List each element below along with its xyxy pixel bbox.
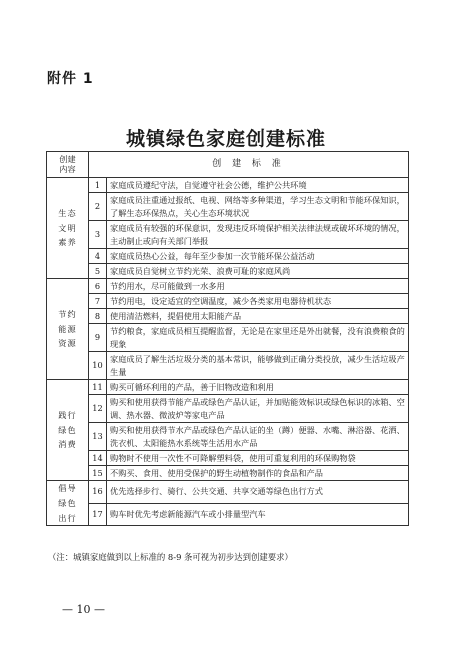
row-number: 5 (89, 264, 107, 279)
row-number: 11 (89, 380, 107, 395)
category-cell: 节约 能源 资源 (47, 279, 89, 380)
row-number: 10 (89, 352, 107, 380)
row-number: 3 (89, 221, 107, 249)
standard-text: 家庭成员注重通过报纸、电视、网络等多种渠道，学习生态文明和节能环保知识，了解生态环保热点，关心生态环境状况 (107, 193, 409, 221)
table-row (47, 481, 409, 504)
table-row (47, 466, 409, 481)
table-row (47, 249, 409, 264)
standard-text: 家庭成员自觉树立节约光荣、浪费可耻的家庭风尚 (107, 264, 409, 279)
table-row (47, 395, 409, 423)
standard-text: 购买可循环利用的产品，善于旧物改造和利用 (107, 380, 409, 395)
category-cell: 倡导 绿色 出行 (47, 481, 89, 526)
page-number: — 10 — (62, 603, 105, 616)
row-number: 9 (89, 324, 107, 352)
standard-text: 购买和使用获得节水产品或绿色产品认证的坐（蹲）便器、水嘴、淋浴器、花洒、洗衣机、太阳能热水系统等生活用水产品 (107, 423, 409, 451)
standard-text: 购买和使用获得节能产品或绿色产品认证，并加贴能效标识或绿色标识的冰箱、空调、热水器、微波炉等家电产品 (107, 395, 409, 423)
row-number: 1 (89, 178, 107, 193)
table-row (47, 352, 409, 380)
header-standard: 创 建 标 准 (89, 152, 409, 178)
row-number: 12 (89, 395, 107, 423)
row-number: 15 (89, 466, 107, 481)
standard-text: 不购买、食用、使用受保护的野生动植物制作的食品和产品 (107, 466, 409, 481)
row-number: 13 (89, 423, 107, 451)
standard-text: 家庭成员热心公益，每年至少参加一次节能环保公益活动 (107, 249, 409, 264)
table-row (47, 309, 409, 324)
row-number: 14 (89, 451, 107, 466)
table-row (47, 324, 409, 352)
standard-text: 家庭成员遵纪守法，自觉遵守社会公德，维护公共环境 (107, 178, 409, 193)
standard-text: 节约用电，设定适宜的空调温度，减少各类家用电器待机状态 (107, 294, 409, 309)
table-row (47, 193, 409, 221)
standard-text: 购物时不使用一次性不可降解塑料袋，使用可重复利用的环保购物袋 (107, 451, 409, 466)
page-title: 城镇绿色家庭创建标准 (125, 128, 326, 150)
footnote: （注：城镇家庭做到以上标准的 8-9 条可视为初步达到创建要求） (48, 552, 293, 562)
standard-text: 节约用水，尽可能做到一水多用 (107, 279, 409, 294)
category-cell: 践行 绿色 消费 (47, 380, 89, 481)
row-number: 8 (89, 309, 107, 324)
row-number: 6 (89, 279, 107, 294)
table-row (47, 178, 409, 193)
row-number: 17 (89, 503, 107, 526)
standard-text: 家庭成员有较强的环保意识，发现违反环境保护相关法律法规或破坏环境的情况，主动制止或向有关部门举报 (107, 221, 409, 249)
category-cell: 生态 文明 素养 (47, 178, 89, 279)
standard-text: 家庭成员了解生活垃圾分类的基本常识，能够做到正确分类投放，减少生活垃圾产生量 (107, 352, 409, 380)
table-header-row (47, 152, 409, 178)
standards-table (46, 151, 409, 526)
table-row (47, 451, 409, 466)
table-row (47, 264, 409, 279)
standard-text: 购车时优先考虑新能源汽车或小排量型汽车 (107, 503, 409, 526)
attachment-label: 附件 1 (47, 71, 94, 87)
row-number: 7 (89, 294, 107, 309)
row-number: 4 (89, 249, 107, 264)
table-row (47, 279, 409, 294)
table-row (47, 294, 409, 309)
table-row (47, 380, 409, 395)
row-number: 16 (89, 481, 107, 504)
table-row (47, 423, 409, 451)
header-category: 创建 内容 (47, 152, 89, 178)
standard-text: 使用清洁燃料，提倡使用太阳能产品 (107, 309, 409, 324)
standard-text: 优先选择步行、骑行、公共交通、共享交通等绿色出行方式 (107, 481, 409, 504)
table-row (47, 503, 409, 526)
row-number: 2 (89, 193, 107, 221)
table-row (47, 221, 409, 249)
standard-text: 节约粮食，家庭成员相互提醒监督，无论是在家里还是外出就餐，没有浪费粮食的现象 (107, 324, 409, 352)
